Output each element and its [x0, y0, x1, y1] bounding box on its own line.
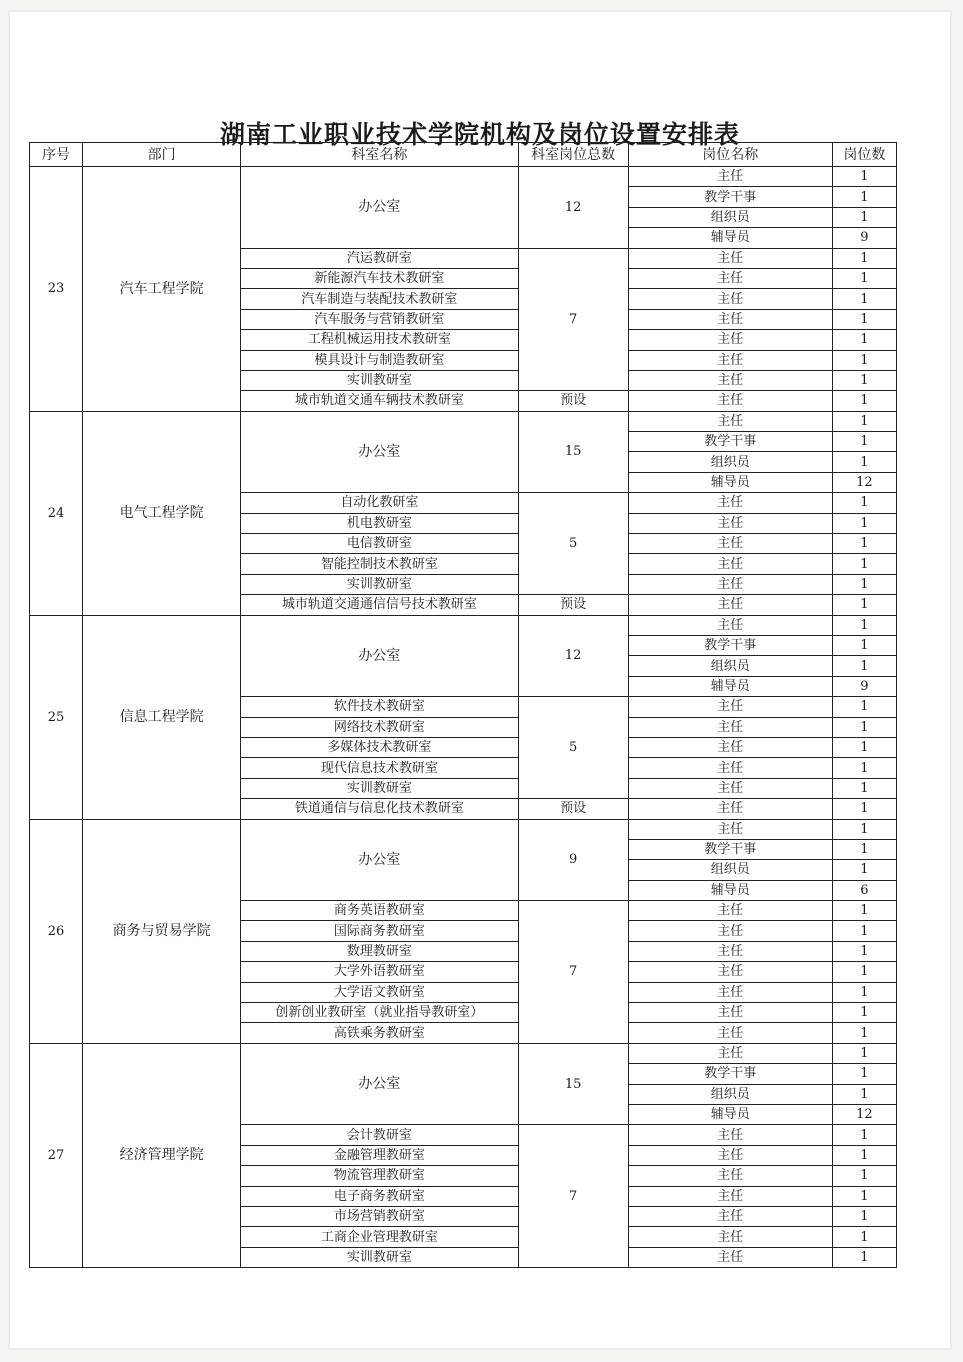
- room-total: 9: [518, 819, 628, 901]
- room-name: 工商企业管理教研室: [241, 1227, 518, 1247]
- room-name: 汽车制造与装配技术教研室: [241, 289, 518, 309]
- room-total: 预设: [518, 391, 628, 411]
- position-count: 1: [832, 248, 896, 268]
- position-title: 主任: [628, 574, 832, 594]
- position-title: 主任: [628, 289, 832, 309]
- position-count: 1: [832, 330, 896, 350]
- position-count: 1: [832, 941, 896, 961]
- position-count: 1: [832, 289, 896, 309]
- position-count: 1: [832, 432, 896, 452]
- room-name: 电子商务教研室: [241, 1186, 518, 1206]
- position-title: 主任: [628, 921, 832, 941]
- room-total: 预设: [518, 595, 628, 615]
- position-count: 1: [832, 1227, 896, 1247]
- position-count: 1: [832, 982, 896, 1002]
- position-count: 1: [832, 1084, 896, 1104]
- position-title: 主任: [628, 1247, 832, 1267]
- position-count: 1: [832, 615, 896, 635]
- position-title: 主任: [628, 1043, 832, 1063]
- position-title: 教学干事: [628, 187, 832, 207]
- position-title: 组织员: [628, 452, 832, 472]
- room-total: 15: [518, 411, 628, 493]
- room-name: 金融管理教研室: [241, 1145, 518, 1165]
- header-position-count: 岗位数: [832, 143, 896, 167]
- position-count: 1: [832, 921, 896, 941]
- position-count: 1: [832, 513, 896, 533]
- position-count: 1: [832, 962, 896, 982]
- position-title: 主任: [628, 595, 832, 615]
- room-name: 智能控制技术教研室: [241, 554, 518, 574]
- position-count: 1: [832, 1125, 896, 1145]
- position-title: 主任: [628, 554, 832, 574]
- room-name: 软件技术教研室: [241, 697, 518, 717]
- header-seq: 序号: [30, 143, 83, 167]
- table-row: [30, 615, 897, 635]
- position-title: 主任: [628, 717, 832, 737]
- position-count: 1: [832, 819, 896, 839]
- position-count: 1: [832, 737, 896, 757]
- position-count: 1: [832, 758, 896, 778]
- position-count: 1: [832, 1206, 896, 1226]
- position-title: 主任: [628, 1227, 832, 1247]
- position-title: 主任: [628, 513, 832, 533]
- room-total: 7: [518, 248, 628, 391]
- position-title: 主任: [628, 941, 832, 961]
- position-title: 教学干事: [628, 635, 832, 655]
- department-name: 电气工程学院: [83, 411, 241, 615]
- room-name: 办公室: [241, 167, 518, 249]
- position-count: 1: [832, 901, 896, 921]
- position-title: 组织员: [628, 1084, 832, 1104]
- position-title: 主任: [628, 1166, 832, 1186]
- position-title: 主任: [628, 330, 832, 350]
- position-count: 1: [832, 595, 896, 615]
- room-total: 12: [518, 167, 628, 249]
- room-name: 创新创业教研室（就业指导教研室）: [241, 1003, 518, 1023]
- position-count: 1: [832, 635, 896, 655]
- position-title: 教学干事: [628, 839, 832, 859]
- position-title: 主任: [628, 391, 832, 411]
- position-count: 9: [832, 676, 896, 696]
- room-name: 实训教研室: [241, 778, 518, 798]
- position-title: 主任: [628, 901, 832, 921]
- position-title: 辅导员: [628, 880, 832, 900]
- position-title: 主任: [628, 799, 832, 819]
- position-count: 12: [832, 1104, 896, 1124]
- position-title: 组织员: [628, 860, 832, 880]
- table-row: [30, 819, 897, 839]
- position-title: 主任: [628, 962, 832, 982]
- room-name: 物流管理教研室: [241, 1166, 518, 1186]
- room-total: 7: [518, 1125, 628, 1268]
- position-title: 教学干事: [628, 432, 832, 452]
- position-title: 主任: [628, 411, 832, 431]
- position-count: 1: [832, 697, 896, 717]
- room-name: 办公室: [241, 411, 518, 493]
- department-name: 商务与贸易学院: [83, 819, 241, 1043]
- department-seq: 27: [30, 1043, 83, 1267]
- position-count: 1: [832, 207, 896, 227]
- room-total: 5: [518, 697, 628, 799]
- position-title: 主任: [628, 1003, 832, 1023]
- position-count: 1: [832, 187, 896, 207]
- room-name: 现代信息技术教研室: [241, 758, 518, 778]
- room-name: 多媒体技术教研室: [241, 737, 518, 757]
- staffing-table: [29, 142, 897, 1268]
- room-name: 市场营销教研室: [241, 1206, 518, 1226]
- position-count: 1: [832, 1145, 896, 1165]
- room-name: 商务英语教研室: [241, 901, 518, 921]
- position-count: 1: [832, 574, 896, 594]
- position-count: 9: [832, 228, 896, 248]
- department-name: 汽车工程学院: [83, 167, 241, 412]
- room-name: 大学外语教研室: [241, 962, 518, 982]
- room-name: 城市轨道交通车辆技术教研室: [241, 391, 518, 411]
- position-count: 1: [832, 167, 896, 187]
- position-count: 1: [832, 391, 896, 411]
- department-seq: 26: [30, 819, 83, 1043]
- header-department: 部门: [83, 143, 241, 167]
- position-title: 主任: [628, 1186, 832, 1206]
- position-title: 组织员: [628, 207, 832, 227]
- document-page: [10, 12, 950, 1348]
- room-name: 办公室: [241, 819, 518, 901]
- position-title: 主任: [628, 493, 832, 513]
- room-name: 电信教研室: [241, 534, 518, 554]
- position-count: 1: [832, 860, 896, 880]
- position-count: 1: [832, 1003, 896, 1023]
- position-title: 辅导员: [628, 228, 832, 248]
- room-name: 办公室: [241, 1043, 518, 1125]
- position-title: 主任: [628, 309, 832, 329]
- room-name: 实训教研室: [241, 1247, 518, 1267]
- position-count: 1: [832, 1023, 896, 1043]
- position-count: 1: [832, 350, 896, 370]
- room-name: 新能源汽车技术教研室: [241, 268, 518, 288]
- position-title: 主任: [628, 697, 832, 717]
- position-count: 1: [832, 717, 896, 737]
- position-title: 辅导员: [628, 472, 832, 492]
- room-name: 高铁乘务教研室: [241, 1023, 518, 1043]
- position-title: 主任: [628, 758, 832, 778]
- position-title: 主任: [628, 615, 832, 635]
- room-name: 实训教研室: [241, 370, 518, 390]
- position-title: 主任: [628, 248, 832, 268]
- position-title: 教学干事: [628, 1064, 832, 1084]
- position-title: 主任: [628, 268, 832, 288]
- position-title: 辅导员: [628, 1104, 832, 1124]
- room-name: 汽运教研室: [241, 248, 518, 268]
- position-title: 主任: [628, 350, 832, 370]
- position-title: 主任: [628, 167, 832, 187]
- room-name: 会计教研室: [241, 1125, 518, 1145]
- header-room-total: 科室岗位总数: [518, 143, 628, 167]
- room-name: 大学语文教研室: [241, 982, 518, 1002]
- position-title: 主任: [628, 370, 832, 390]
- room-total: 15: [518, 1043, 628, 1125]
- room-total: 12: [518, 615, 628, 697]
- table-header-row: [30, 143, 897, 167]
- position-count: 1: [832, 1186, 896, 1206]
- department-seq: 25: [30, 615, 83, 819]
- position-count: 1: [832, 452, 896, 472]
- position-title: 主任: [628, 982, 832, 1002]
- room-name: 办公室: [241, 615, 518, 697]
- room-name: 城市轨道交通通信信号技术教研室: [241, 595, 518, 615]
- position-count: 1: [832, 411, 896, 431]
- position-title: 主任: [628, 534, 832, 554]
- position-count: 1: [832, 839, 896, 859]
- room-name: 网络技术教研室: [241, 717, 518, 737]
- table-row: [30, 167, 897, 187]
- room-name: 工程机械运用技术教研室: [241, 330, 518, 350]
- position-title: 主任: [628, 1145, 832, 1165]
- room-name: 数理教研室: [241, 941, 518, 961]
- position-title: 主任: [628, 1206, 832, 1226]
- position-count: 1: [832, 493, 896, 513]
- room-total: 预设: [518, 799, 628, 819]
- department-seq: 24: [30, 411, 83, 615]
- room-name: 自动化教研室: [241, 493, 518, 513]
- room-name: 模具设计与制造教研室: [241, 350, 518, 370]
- position-count: 1: [832, 534, 896, 554]
- position-count: 1: [832, 554, 896, 574]
- header-room-name: 科室名称: [241, 143, 518, 167]
- position-count: 1: [832, 1247, 896, 1267]
- room-name: 机电教研室: [241, 513, 518, 533]
- position-count: 12: [832, 472, 896, 492]
- position-count: 1: [832, 656, 896, 676]
- position-count: 1: [832, 1166, 896, 1186]
- position-title: 主任: [628, 778, 832, 798]
- room-name: 汽车服务与营销教研室: [241, 309, 518, 329]
- position-title: 主任: [628, 1023, 832, 1043]
- position-title: 主任: [628, 1125, 832, 1145]
- position-count: 1: [832, 309, 896, 329]
- position-title: 主任: [628, 737, 832, 757]
- room-name: 实训教研室: [241, 574, 518, 594]
- room-name: 国际商务教研室: [241, 921, 518, 941]
- position-count: 1: [832, 1043, 896, 1063]
- document-title: 湖南工业职业技术学院机构及岗位设置安排表: [219, 120, 740, 149]
- room-total: 5: [518, 493, 628, 595]
- header-position-title: 岗位名称: [628, 143, 832, 167]
- position-title: 组织员: [628, 656, 832, 676]
- department-name: 经济管理学院: [83, 1043, 241, 1267]
- position-count: 1: [832, 268, 896, 288]
- position-count: 1: [832, 799, 896, 819]
- position-count: 1: [832, 778, 896, 798]
- room-total: 7: [518, 901, 628, 1044]
- position-count: 1: [832, 1064, 896, 1084]
- table-row: [30, 411, 897, 431]
- position-title: 主任: [628, 819, 832, 839]
- position-count: 1: [832, 370, 896, 390]
- table-row: [30, 1043, 897, 1063]
- position-count: 6: [832, 880, 896, 900]
- department-seq: 23: [30, 167, 83, 412]
- position-title: 辅导员: [628, 676, 832, 696]
- room-name: 铁道通信与信息化技术教研室: [241, 799, 518, 819]
- department-name: 信息工程学院: [83, 615, 241, 819]
